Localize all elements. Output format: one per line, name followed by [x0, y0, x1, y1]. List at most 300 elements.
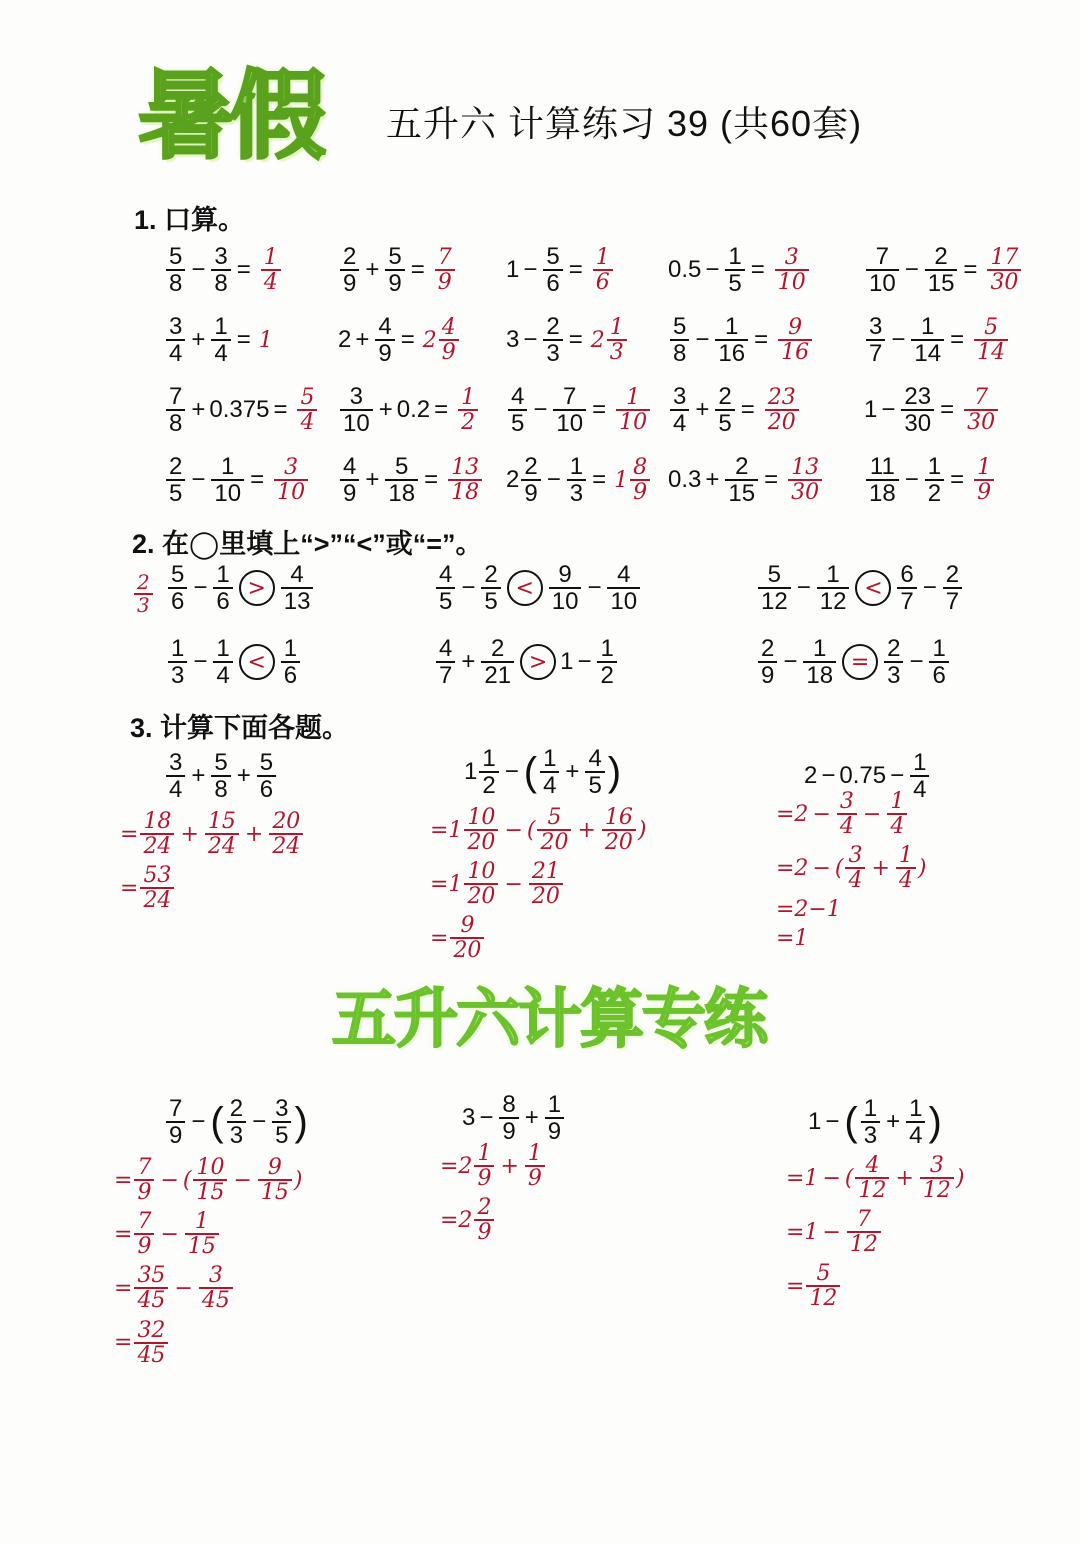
answer	[423, 316, 461, 364]
number: 2	[506, 466, 520, 494]
numerator: 7	[875, 243, 890, 270]
denominator: 10	[616, 409, 650, 434]
oral-item	[668, 244, 811, 296]
numerator: 1	[263, 245, 278, 271]
fraction	[545, 1092, 564, 1144]
numerator: 4	[439, 635, 453, 662]
answer	[456, 386, 480, 434]
denominator: 5	[272, 1121, 291, 1148]
parenthesis: (	[523, 750, 538, 795]
fraction	[340, 384, 373, 436]
compare-item	[434, 562, 642, 614]
numerator: 1	[171, 635, 185, 662]
numerator: 17	[990, 245, 1019, 271]
number: (	[526, 817, 536, 843]
compare-item	[166, 562, 315, 614]
answer-whole: 2	[422, 327, 437, 353]
numerator: 1	[977, 455, 992, 481]
operator: −	[705, 256, 720, 284]
denominator: 4	[906, 1121, 925, 1148]
denominator: 5	[166, 479, 185, 506]
fraction	[974, 316, 1008, 364]
numerator: 3	[169, 749, 183, 776]
operator: =	[434, 396, 449, 424]
operator: −	[587, 574, 602, 602]
extra-problem-2	[462, 1092, 566, 1144]
numerator: 2	[546, 313, 560, 340]
compare-circle: <	[507, 570, 543, 606]
fraction	[847, 1208, 881, 1256]
denominator: 30	[987, 269, 1021, 294]
fraction	[543, 244, 562, 296]
denominator: 8	[670, 339, 689, 366]
numerator: 2	[229, 1095, 244, 1122]
denominator: 45	[134, 1342, 168, 1367]
denominator: 18	[866, 479, 899, 506]
number: 2	[804, 762, 818, 790]
number: 0.75	[839, 762, 887, 790]
denominator: 5	[508, 409, 527, 436]
operator: −	[890, 762, 905, 790]
number: =2	[776, 855, 809, 881]
fraction	[168, 636, 187, 688]
denominator: 21	[481, 661, 514, 688]
numerator: 7	[137, 1209, 152, 1235]
numerator: 2	[491, 635, 505, 662]
fraction	[436, 636, 455, 688]
operator: −	[812, 801, 831, 827]
fraction	[213, 636, 232, 688]
work-line	[440, 1142, 547, 1190]
oral-item	[338, 384, 480, 436]
denominator: 14	[974, 339, 1008, 364]
denominator: 9	[758, 661, 777, 688]
operator: −	[821, 762, 836, 790]
operator: +	[461, 648, 476, 676]
answer-whole: 1	[614, 467, 629, 493]
fraction	[481, 562, 500, 614]
denominator: 2	[479, 771, 498, 798]
numerator: 3	[784, 245, 799, 271]
operator: −	[160, 1221, 179, 1247]
fraction	[925, 454, 944, 506]
fraction	[375, 314, 394, 366]
answer	[962, 386, 1000, 434]
oral-item	[338, 314, 461, 366]
operator: +	[871, 855, 890, 881]
operator: +	[705, 466, 720, 494]
fraction	[817, 562, 850, 614]
number: 0.3	[668, 466, 702, 494]
fraction	[464, 860, 498, 908]
answer	[763, 386, 801, 434]
operator: −	[812, 855, 831, 881]
number: =	[114, 1275, 133, 1301]
oral-item	[668, 454, 824, 506]
operator: =	[764, 466, 779, 494]
fraction	[134, 1210, 154, 1258]
work-line	[120, 810, 305, 858]
fraction	[553, 384, 586, 436]
denominator: 9	[340, 269, 359, 296]
denominator: 4	[837, 813, 857, 838]
numerator: 3	[275, 1095, 289, 1122]
operator: +	[365, 256, 380, 284]
operator: =	[568, 256, 583, 284]
denominator: 10	[549, 587, 582, 614]
fraction	[140, 810, 174, 858]
denominator: 12	[817, 587, 850, 614]
fraction	[670, 314, 689, 366]
fraction	[896, 844, 916, 892]
number: =	[114, 1167, 133, 1193]
compare-circle: =	[842, 644, 878, 680]
operator: +	[191, 326, 206, 354]
operator: =	[950, 466, 965, 494]
operator: =	[592, 396, 607, 424]
parenthesis: (	[210, 1100, 224, 1145]
numerator: 1	[890, 789, 905, 814]
numerator: 4	[343, 453, 357, 480]
fraction	[725, 454, 758, 506]
operator: −	[193, 574, 208, 602]
operator: +	[565, 758, 580, 786]
denominator: 9	[439, 339, 459, 364]
operator: −	[783, 648, 798, 676]
fraction	[906, 1096, 925, 1148]
numerator: 2	[945, 561, 960, 588]
operator: =	[940, 396, 955, 424]
summer-badge: 暑假	[138, 60, 322, 172]
numerator: 53	[143, 863, 172, 889]
denominator: 6	[929, 661, 948, 688]
operator: +	[886, 1108, 901, 1136]
compare-item	[166, 636, 302, 688]
fraction	[974, 456, 994, 504]
operator: −	[695, 326, 710, 354]
number: 1	[560, 648, 574, 676]
number: =1	[786, 1165, 819, 1191]
fraction	[227, 1096, 246, 1148]
oral-item	[506, 454, 652, 506]
number: 1	[808, 1108, 822, 1136]
fraction	[211, 454, 244, 506]
numerator: 10	[467, 805, 496, 830]
denominator: 9	[474, 1165, 494, 1190]
denominator: 2	[458, 409, 478, 434]
numerator: 1	[863, 1095, 878, 1122]
fraction	[585, 746, 604, 798]
numerator: 2	[484, 561, 498, 588]
fraction	[929, 636, 948, 688]
numerator: 3	[208, 1263, 223, 1289]
number: =1	[430, 817, 463, 843]
compare-circle: >	[239, 570, 275, 606]
number: (	[834, 855, 844, 881]
numerator: 7	[563, 383, 577, 410]
answer	[259, 328, 273, 353]
number: =1	[430, 871, 463, 897]
numerator: 1	[477, 1141, 492, 1166]
number: =1	[776, 926, 809, 952]
fraction	[911, 314, 944, 366]
denominator: 9	[525, 1165, 545, 1190]
fraction	[775, 246, 809, 294]
fraction	[670, 384, 689, 436]
number: 0.5	[668, 256, 702, 284]
operator: =	[424, 466, 439, 494]
operator: −	[504, 871, 523, 897]
fraction	[897, 562, 916, 614]
numerator: 1	[826, 561, 840, 588]
operator: −	[796, 574, 811, 602]
fraction	[199, 1264, 233, 1312]
fraction	[543, 314, 562, 366]
numerator: 3	[349, 383, 364, 410]
section-2-heading: 2. 在◯里填上“>”“<”或“=”。	[132, 529, 483, 559]
numerator: 5	[673, 313, 687, 340]
denominator: 18	[803, 661, 836, 688]
denominator: 5	[481, 587, 500, 614]
numerator: 1	[283, 635, 298, 662]
fraction	[987, 246, 1021, 294]
oral-item	[164, 454, 310, 506]
numerator: 1	[569, 453, 584, 480]
denominator: 7	[866, 339, 885, 366]
extra-work-2	[440, 1142, 547, 1250]
problem-2	[464, 746, 622, 798]
operator: −	[862, 801, 882, 827]
section-3-heading: 3. 计算下面各题。	[130, 713, 350, 743]
numerator: 1	[214, 313, 228, 340]
numerator: 5	[169, 243, 183, 270]
numerator: 10	[467, 859, 496, 885]
numerator: 2	[718, 383, 732, 410]
denominator: 4	[166, 339, 185, 366]
denominator: 9	[340, 479, 359, 506]
fraction	[340, 454, 359, 506]
denominator: 10	[340, 409, 373, 436]
fraction	[845, 844, 865, 892]
numerator: 1	[813, 635, 827, 662]
fraction	[537, 806, 571, 854]
numerator: 3	[848, 843, 863, 869]
numerator: 3	[869, 313, 883, 340]
fraction	[607, 562, 640, 614]
denominator: 10	[211, 479, 244, 506]
denominator: 5	[715, 409, 734, 436]
numerator: 8	[633, 455, 648, 481]
fraction	[920, 1154, 954, 1202]
numerator: 16	[604, 805, 633, 830]
numerator: 15	[207, 809, 236, 834]
fraction	[140, 864, 174, 912]
fraction	[168, 562, 187, 614]
numerator: 1	[595, 245, 610, 271]
numerator: 3	[169, 313, 183, 340]
operator: =	[236, 256, 251, 284]
denominator: 45	[134, 1287, 168, 1312]
number: 1	[464, 758, 478, 786]
operator: −	[461, 574, 476, 602]
denominator: 2	[925, 479, 944, 506]
compare-item	[756, 562, 964, 614]
operator: =	[750, 256, 765, 284]
numerator: 1	[909, 1095, 923, 1122]
work-line	[786, 1154, 965, 1202]
work-line	[114, 1264, 303, 1312]
fraction	[593, 246, 613, 294]
compare-item	[756, 636, 951, 688]
fraction	[439, 316, 459, 364]
answer	[591, 316, 629, 364]
numerator: 5	[984, 315, 999, 341]
numerator: 3	[214, 243, 228, 270]
operator: −	[904, 256, 919, 284]
fraction	[602, 806, 636, 854]
section-1-heading: 1. 口算。	[134, 205, 246, 235]
extra-work-1	[114, 1156, 303, 1373]
fraction	[474, 1142, 494, 1190]
fraction	[529, 860, 563, 908]
numerator: 1	[221, 453, 235, 480]
fraction	[866, 244, 899, 296]
denominator: 8	[166, 269, 185, 296]
denominator: 12	[758, 587, 791, 614]
denominator: 4	[261, 269, 281, 294]
answer	[295, 386, 319, 434]
denominator: 7	[436, 661, 455, 688]
denominator: 12	[806, 1285, 840, 1310]
work-2	[430, 806, 647, 969]
fraction	[274, 456, 308, 504]
fraction	[213, 562, 232, 614]
denominator: 13	[281, 587, 314, 614]
fraction	[540, 746, 559, 798]
operator: −	[922, 574, 937, 602]
numerator: 5	[300, 385, 315, 411]
oral-item	[864, 244, 1023, 296]
denominator: 9	[375, 339, 394, 366]
work-line	[776, 790, 927, 838]
denominator: 6	[593, 269, 613, 294]
operator: −	[160, 1167, 179, 1193]
fraction	[436, 562, 455, 614]
work-line	[120, 864, 305, 912]
numerator: 4	[865, 1153, 880, 1178]
work-line	[114, 1210, 303, 1258]
fraction	[861, 1096, 880, 1148]
numerator: 5	[395, 453, 409, 480]
numerator: 1	[725, 313, 739, 340]
operator: =	[592, 466, 607, 494]
denominator: 15	[925, 269, 958, 296]
fraction	[166, 1096, 185, 1148]
fraction	[185, 1210, 219, 1258]
number: =	[120, 875, 139, 901]
number: =1	[786, 1219, 819, 1245]
denominator: 20	[765, 409, 799, 434]
fraction	[901, 384, 934, 436]
oral-item	[668, 384, 801, 436]
answer	[972, 456, 996, 504]
numerator: 1	[194, 1209, 209, 1235]
fraction	[803, 636, 836, 688]
fraction	[458, 386, 478, 434]
work-line	[430, 914, 647, 962]
denominator: 45	[199, 1287, 233, 1312]
fraction	[788, 456, 822, 504]
numerator: 11	[869, 453, 895, 480]
oral-item	[164, 384, 319, 436]
numerator: 1	[482, 745, 496, 772]
oral-item	[864, 384, 1000, 436]
denominator: 20	[450, 937, 484, 962]
numerator: 2	[343, 243, 357, 270]
denominator: 4	[166, 775, 185, 802]
compare-item	[434, 636, 619, 688]
operator: =	[250, 466, 265, 494]
number: 3	[462, 1104, 476, 1132]
numerator: 5	[214, 749, 228, 776]
numerator: 1	[932, 635, 946, 662]
operator: =	[963, 256, 978, 284]
operator: −	[523, 256, 538, 284]
work-line	[430, 860, 647, 908]
numerator: 1	[547, 1091, 562, 1118]
denominator: 4	[670, 409, 689, 436]
numerator: 7	[437, 245, 452, 271]
numerator: 7	[137, 1155, 152, 1180]
denominator: 9	[474, 1219, 494, 1244]
denominator: 9	[134, 1233, 154, 1258]
oral-item	[864, 314, 1010, 366]
operator: +	[244, 821, 264, 847]
numerator: 1	[626, 385, 641, 411]
fraction	[855, 1154, 889, 1202]
operator: =	[568, 326, 583, 354]
numerator: 7	[169, 383, 183, 410]
denominator: 20	[464, 829, 498, 854]
fraction	[340, 244, 359, 296]
denominator: 15	[185, 1233, 219, 1258]
denominator: 10	[274, 479, 308, 504]
compare-circle: <	[855, 570, 891, 606]
fraction	[567, 454, 586, 506]
fraction	[385, 244, 404, 296]
denominator: 24	[140, 887, 174, 912]
operator: −	[533, 396, 548, 424]
denominator: 9	[499, 1117, 518, 1144]
numerator: 1	[898, 843, 913, 869]
fraction	[211, 314, 230, 366]
work-line	[430, 806, 647, 854]
fraction	[964, 386, 998, 434]
denominator: 24	[140, 833, 174, 858]
denominator: 18	[448, 479, 482, 504]
operator: −	[523, 326, 538, 354]
parenthesis: )	[294, 1100, 308, 1145]
compare-circle: >	[520, 644, 556, 680]
numerator: 1	[461, 385, 476, 411]
fraction	[616, 386, 650, 434]
number: )	[637, 817, 647, 843]
fraction	[281, 562, 314, 614]
numerator: 23	[904, 383, 932, 410]
numerator: 1	[527, 1141, 542, 1166]
operator: −	[252, 1108, 267, 1136]
work-line	[776, 844, 927, 892]
